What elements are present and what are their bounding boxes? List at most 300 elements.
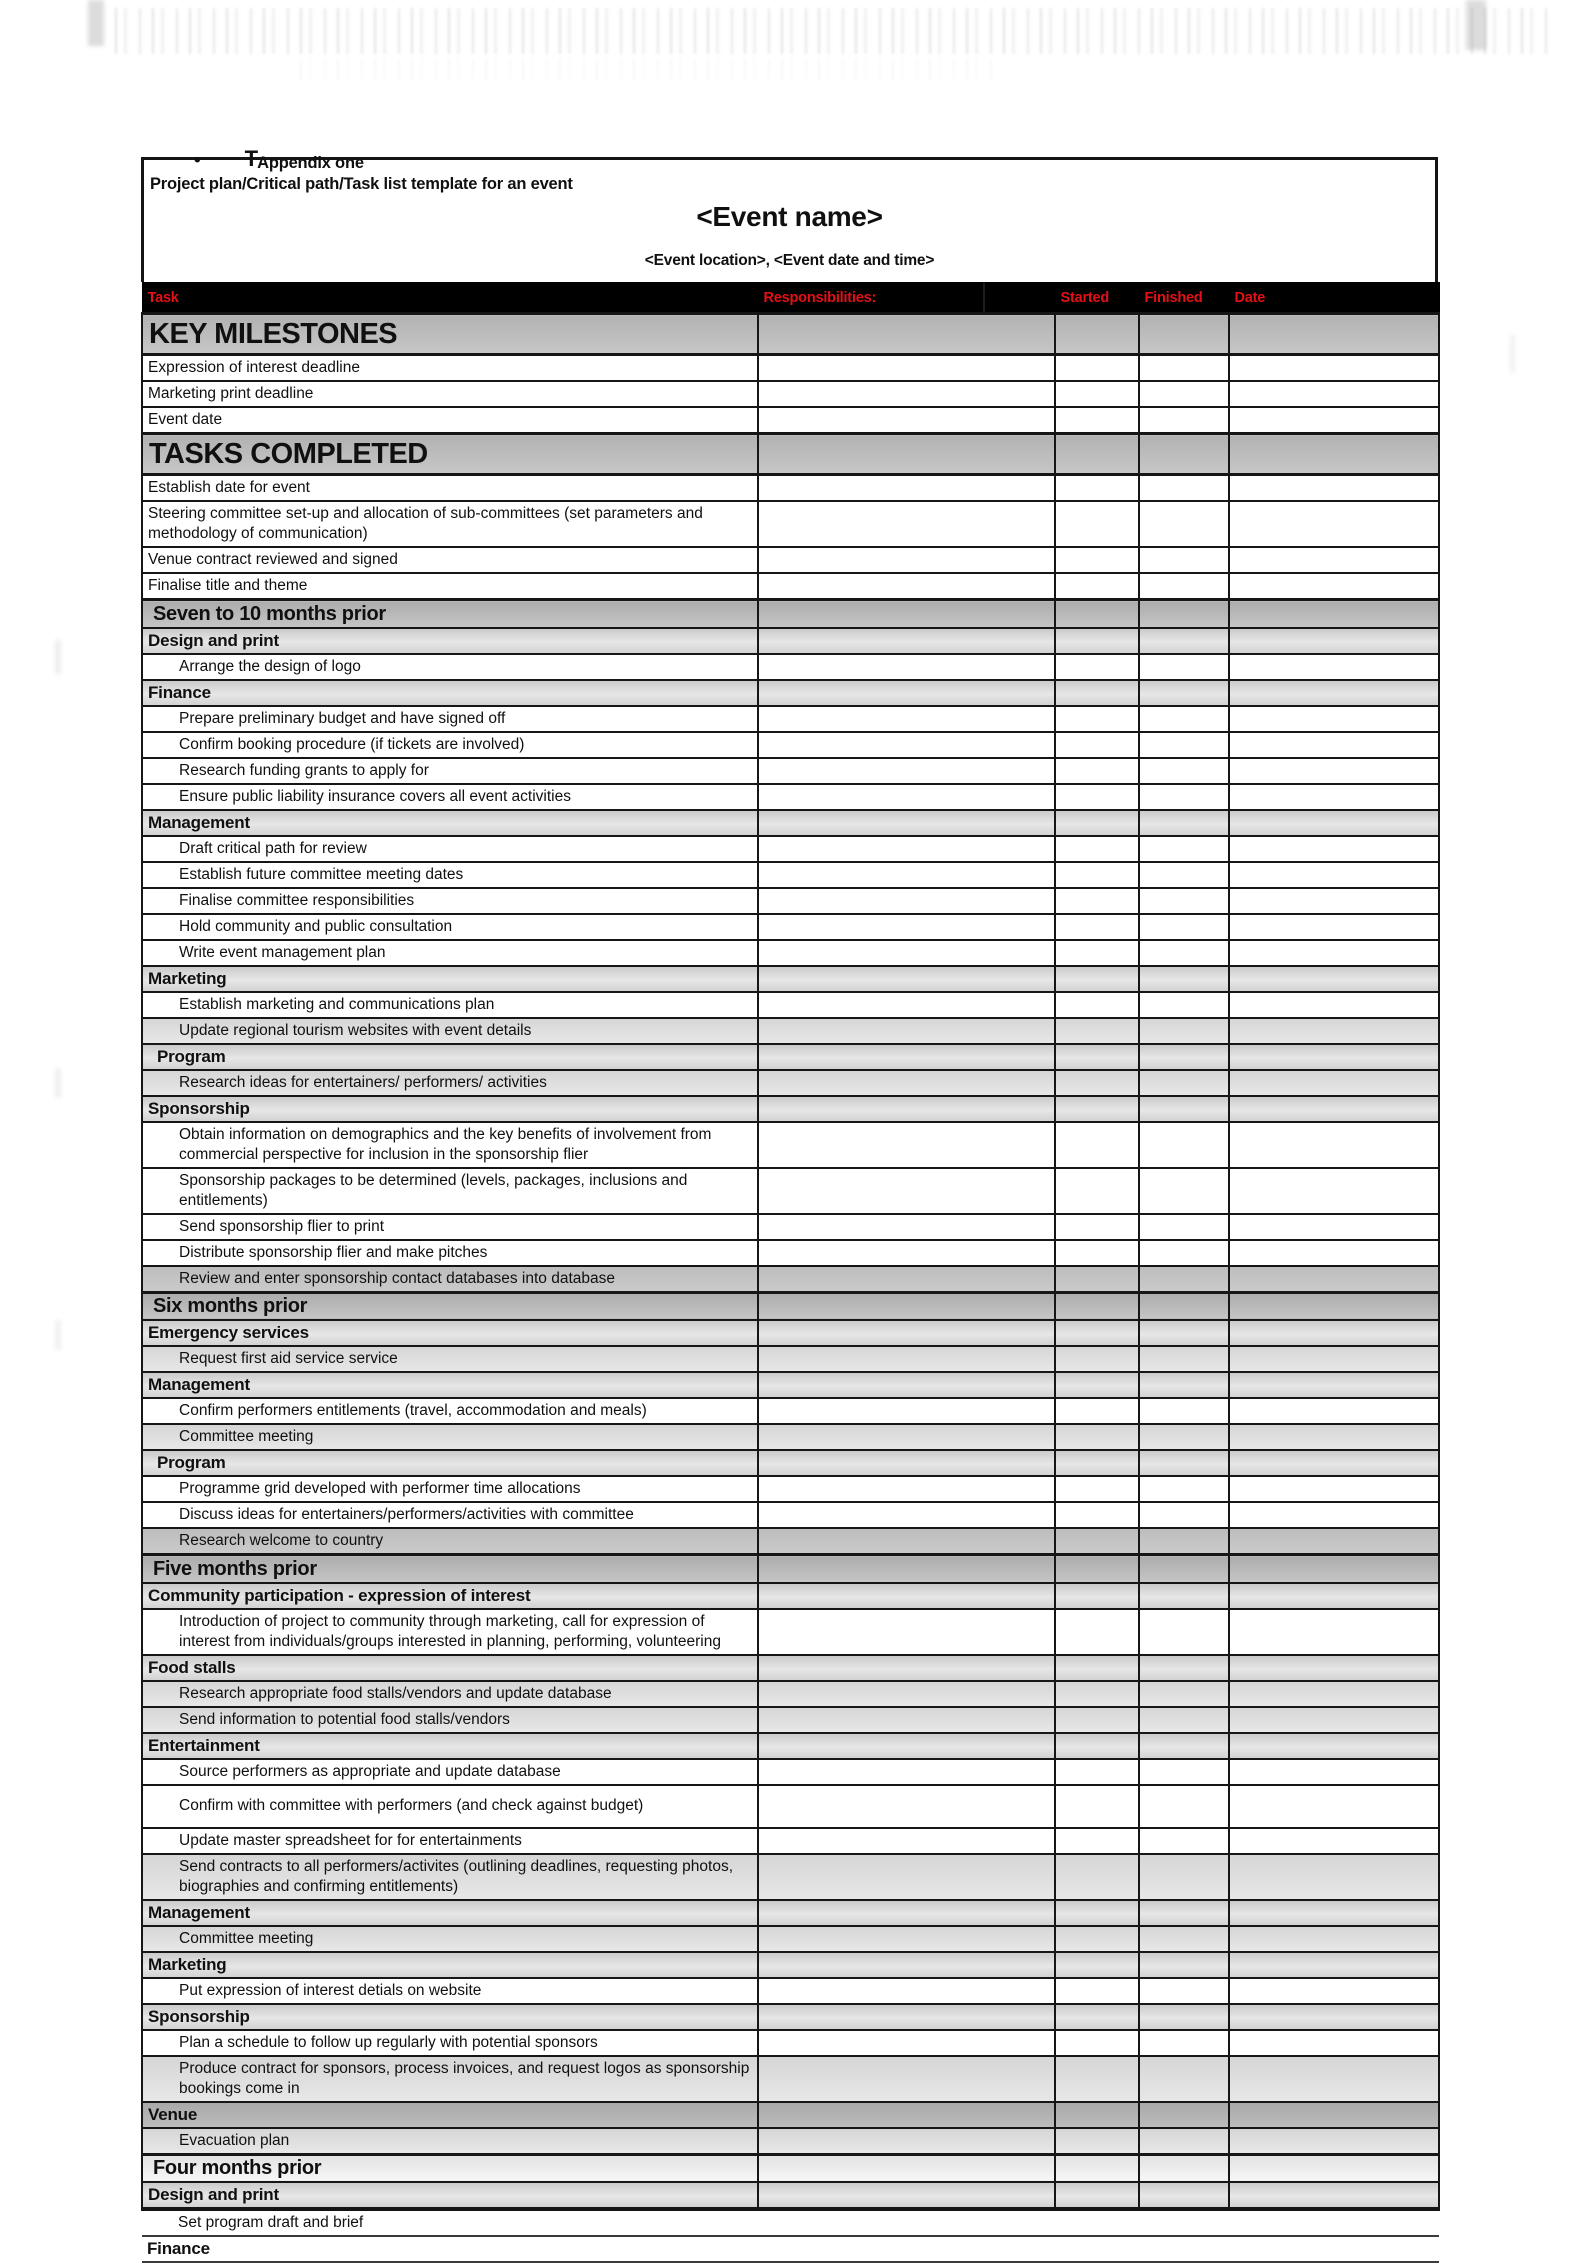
task-cell: Plan a schedule to follow up regularly with potential sponsors xyxy=(142,2030,758,2056)
started-cell xyxy=(1055,2209,1139,2236)
task-cell: Review and enter sponsorship contact databases into database xyxy=(142,1266,758,1293)
section-title: Management xyxy=(142,1372,758,1398)
title-block xyxy=(141,146,1438,282)
responsibilities-cell xyxy=(758,1707,1055,1733)
started-cell xyxy=(1055,547,1139,573)
started-cell xyxy=(1055,475,1139,502)
task-row xyxy=(142,1502,1439,1528)
scan-artifact xyxy=(55,1320,61,1350)
responsibilities-cell xyxy=(758,1122,1055,1168)
section-header-row xyxy=(142,1044,1439,1070)
finished-cell xyxy=(1139,1346,1229,1372)
date-cell xyxy=(1229,381,1439,407)
finished-cell xyxy=(1139,1214,1229,1240)
section-title: Emergency services xyxy=(142,1320,758,1346)
column-header-row xyxy=(142,283,1439,314)
finished-cell xyxy=(1139,784,1229,810)
task-row xyxy=(142,1070,1439,1096)
started-cell xyxy=(1055,2154,1139,2182)
task-row xyxy=(142,732,1439,758)
section-header-row xyxy=(142,1655,1439,1681)
task-row xyxy=(142,706,1439,732)
responsibilities-cell xyxy=(758,706,1055,732)
task-row xyxy=(142,547,1439,573)
task-row xyxy=(142,940,1439,966)
task-row xyxy=(142,992,1439,1018)
task-row xyxy=(142,1609,1439,1655)
date-cell xyxy=(1229,992,1439,1018)
responsibilities-cell xyxy=(758,381,1055,407)
date-cell xyxy=(1229,1502,1439,1528)
finished-cell xyxy=(1139,1122,1229,1168)
finished-cell xyxy=(1139,2182,1229,2209)
finished-cell xyxy=(1139,1759,1229,1785)
started-cell xyxy=(1055,654,1139,680)
started-cell xyxy=(1055,1733,1139,1759)
date-cell xyxy=(1229,1240,1439,1266)
responsibilities-cell xyxy=(758,355,1055,382)
date-cell xyxy=(1229,1900,1439,1926)
scan-artifact xyxy=(55,1068,61,1098)
responsibilities-cell xyxy=(758,888,1055,914)
date-cell xyxy=(1229,966,1439,992)
date-cell xyxy=(1229,1070,1439,1096)
started-cell xyxy=(1055,1450,1139,1476)
responsibilities-cell xyxy=(758,966,1055,992)
task-row xyxy=(142,1785,1439,1828)
finished-cell xyxy=(1139,1018,1229,1044)
task-row xyxy=(142,2056,1439,2102)
section-title: Design and print xyxy=(142,628,758,654)
task-cell: Source performers as appropriate and update database xyxy=(142,1759,758,1785)
column-header-date: Date xyxy=(1229,283,1439,314)
section-title: Finance xyxy=(142,680,758,706)
task-cell: Send information to potential food stalls/vendors xyxy=(142,1707,758,1733)
finished-cell xyxy=(1139,573,1229,600)
started-cell xyxy=(1055,706,1139,732)
section-title: Management xyxy=(142,810,758,836)
task-cell: Obtain information on demographics and the key benefits of involvement from commercial perspective for inclusion in the sponsorship flier xyxy=(142,1122,758,1168)
started-cell xyxy=(1055,2182,1139,2209)
finished-cell xyxy=(1139,914,1229,940)
date-cell xyxy=(1229,1320,1439,1346)
task-cell: Set program draft and brief xyxy=(142,2209,758,2236)
started-cell xyxy=(1055,1346,1139,1372)
task-row xyxy=(142,758,1439,784)
started-cell xyxy=(1055,1952,1139,1978)
scan-noise-band xyxy=(115,8,1555,54)
task-cell: Establish marketing and communications plan xyxy=(142,992,758,1018)
finished-cell xyxy=(1139,1583,1229,1609)
responsibilities-cell xyxy=(758,628,1055,654)
date-cell xyxy=(1229,600,1439,628)
started-cell xyxy=(1055,1320,1139,1346)
finished-cell xyxy=(1139,758,1229,784)
section-title: KEY MILESTONES xyxy=(142,314,758,355)
date-cell xyxy=(1229,680,1439,706)
responsibilities-cell xyxy=(758,475,1055,502)
started-cell xyxy=(1055,355,1139,382)
section-header-row xyxy=(142,628,1439,654)
finished-cell xyxy=(1139,2004,1229,2030)
date-cell xyxy=(1229,2154,1439,2182)
finished-cell xyxy=(1139,680,1229,706)
section-header-row xyxy=(142,1450,1439,1476)
started-cell xyxy=(1055,573,1139,600)
finished-cell xyxy=(1139,1266,1229,1293)
finished-cell xyxy=(1139,992,1229,1018)
started-cell xyxy=(1055,381,1139,407)
started-cell xyxy=(1055,1900,1139,1926)
section-header-row xyxy=(142,2004,1439,2030)
finished-cell xyxy=(1139,2128,1229,2155)
task-cell: Establish future committee meeting dates xyxy=(142,862,758,888)
started-cell xyxy=(1055,992,1139,1018)
section-header-row xyxy=(142,1555,1439,1583)
section-title: Management xyxy=(142,1900,758,1926)
responsibilities-cell xyxy=(758,2102,1055,2128)
section-header-row xyxy=(142,2102,1439,2128)
responsibilities-cell xyxy=(758,1398,1055,1424)
section-header-row xyxy=(142,680,1439,706)
responsibilities-cell xyxy=(758,992,1055,1018)
finished-cell xyxy=(1139,1733,1229,1759)
started-cell xyxy=(1055,1266,1139,1293)
responsibilities-cell xyxy=(758,914,1055,940)
date-cell xyxy=(1229,758,1439,784)
task-cell: Draft critical path for review xyxy=(142,836,758,862)
started-cell xyxy=(1055,1070,1139,1096)
date-cell xyxy=(1229,810,1439,836)
scan-artifact xyxy=(1510,335,1515,373)
task-row xyxy=(142,1018,1439,1044)
responsibilities-cell xyxy=(758,1266,1055,1293)
date-cell xyxy=(1229,573,1439,600)
responsibilities-cell xyxy=(758,1168,1055,1214)
started-cell xyxy=(1055,836,1139,862)
started-cell xyxy=(1055,1476,1139,1502)
section-header-row xyxy=(142,2154,1439,2182)
responsibilities-cell xyxy=(758,314,1055,355)
responsibilities-cell xyxy=(758,1555,1055,1583)
task-cell: Finalise title and theme xyxy=(142,573,758,600)
date-cell xyxy=(1229,2030,1439,2056)
task-cell: Finalise committee responsibilities xyxy=(142,888,758,914)
task-cell: Confirm with committee with performers (and check against budget) xyxy=(142,1785,758,1828)
task-cell: Event date xyxy=(142,407,758,434)
section-title: Six months prior xyxy=(142,1292,758,1320)
finished-cell xyxy=(1139,654,1229,680)
scan-artifact xyxy=(88,0,104,46)
section-header-row xyxy=(142,434,1439,475)
task-row xyxy=(142,501,1439,547)
task-cell: Committee meeting xyxy=(142,1926,758,1952)
date-cell xyxy=(1229,732,1439,758)
bullet-icon: • xyxy=(194,150,201,171)
date-cell xyxy=(1229,784,1439,810)
task-row xyxy=(142,1214,1439,1240)
started-cell xyxy=(1055,1528,1139,1555)
finished-cell xyxy=(1139,407,1229,434)
scan-noise-band xyxy=(300,58,1000,80)
responsibilities-cell xyxy=(758,1926,1055,1952)
started-cell xyxy=(1055,2004,1139,2030)
date-cell xyxy=(1229,1096,1439,1122)
task-row xyxy=(142,784,1439,810)
responsibilities-cell xyxy=(758,2030,1055,2056)
finished-cell xyxy=(1139,2236,1229,2262)
finished-cell xyxy=(1139,628,1229,654)
started-cell xyxy=(1055,914,1139,940)
section-title: Finance xyxy=(142,2236,758,2262)
date-cell xyxy=(1229,1292,1439,1320)
finished-cell xyxy=(1139,1398,1229,1424)
column-header-task: Task xyxy=(142,283,758,314)
date-cell xyxy=(1229,706,1439,732)
date-cell xyxy=(1229,1733,1439,1759)
section-title: Program xyxy=(142,1450,758,1476)
started-cell xyxy=(1055,314,1139,355)
responsibilities-cell xyxy=(758,862,1055,888)
task-cell: Committee meeting xyxy=(142,1424,758,1450)
date-cell xyxy=(1229,1346,1439,1372)
section-title: Venue xyxy=(142,2102,758,2128)
date-cell xyxy=(1229,1785,1439,1828)
date-cell xyxy=(1229,407,1439,434)
finished-cell xyxy=(1139,1900,1229,1926)
date-cell xyxy=(1229,1214,1439,1240)
event-plan-document xyxy=(141,146,1438,2263)
responsibilities-cell xyxy=(758,1292,1055,1320)
section-header-row xyxy=(142,1292,1439,1320)
finished-cell xyxy=(1139,1044,1229,1070)
date-cell xyxy=(1229,914,1439,940)
started-cell xyxy=(1055,1609,1139,1655)
date-cell xyxy=(1229,2128,1439,2155)
responsibilities-cell xyxy=(758,836,1055,862)
date-cell xyxy=(1229,1555,1439,1583)
finished-cell xyxy=(1139,501,1229,547)
section-header-row xyxy=(142,2236,1439,2262)
section-header-row xyxy=(142,1952,1439,1978)
task-row xyxy=(142,1476,1439,1502)
section-title: Marketing xyxy=(142,1952,758,1978)
finished-cell xyxy=(1139,1450,1229,1476)
finished-cell xyxy=(1139,1240,1229,1266)
started-cell xyxy=(1055,1122,1139,1168)
responsibilities-cell xyxy=(758,407,1055,434)
started-cell xyxy=(1055,732,1139,758)
finished-cell xyxy=(1139,1707,1229,1733)
finished-cell xyxy=(1139,1854,1229,1900)
task-row xyxy=(142,1122,1439,1168)
finished-cell xyxy=(1139,732,1229,758)
task-row xyxy=(142,2209,1439,2236)
responsibilities-cell xyxy=(758,1372,1055,1398)
task-cell: Discuss ideas for entertainers/performers/activities with committee xyxy=(142,1502,758,1528)
finished-cell xyxy=(1139,1168,1229,1214)
started-cell xyxy=(1055,628,1139,654)
task-cell: Research appropriate food stalls/vendors and update database xyxy=(142,1681,758,1707)
responsibilities-cell xyxy=(758,732,1055,758)
responsibilities-cell xyxy=(758,2182,1055,2209)
task-cell: Establish date for event xyxy=(142,475,758,502)
responsibilities-cell xyxy=(758,547,1055,573)
date-cell xyxy=(1229,1583,1439,1609)
started-cell xyxy=(1055,1096,1139,1122)
date-cell xyxy=(1229,654,1439,680)
date-cell xyxy=(1229,888,1439,914)
date-cell xyxy=(1229,1122,1439,1168)
date-cell xyxy=(1229,1759,1439,1785)
task-row xyxy=(142,1759,1439,1785)
section-header-row xyxy=(142,314,1439,355)
event-name-placeholder: <Event name> xyxy=(696,201,883,232)
date-cell xyxy=(1229,1926,1439,1952)
task-row xyxy=(142,1266,1439,1293)
task-cell: Send contracts to all performers/activites (outlining deadlines, requesting photos, biographies and confirming entitlements) xyxy=(142,1854,758,1900)
finished-cell xyxy=(1139,1424,1229,1450)
started-cell xyxy=(1055,407,1139,434)
finished-cell xyxy=(1139,1096,1229,1122)
task-row xyxy=(142,1424,1439,1450)
finished-cell xyxy=(1139,706,1229,732)
section-title: Design and print xyxy=(142,2182,758,2209)
started-cell xyxy=(1055,1655,1139,1681)
started-cell xyxy=(1055,1214,1139,1240)
scan-artifact xyxy=(55,640,61,674)
finished-cell xyxy=(1139,1785,1229,1828)
finished-cell xyxy=(1139,1828,1229,1854)
date-cell xyxy=(1229,940,1439,966)
started-cell xyxy=(1055,600,1139,628)
date-cell xyxy=(1229,2182,1439,2209)
task-row xyxy=(142,475,1439,502)
date-cell xyxy=(1229,1168,1439,1214)
task-cell: Research welcome to country xyxy=(142,1528,758,1555)
finished-cell xyxy=(1139,2102,1229,2128)
started-cell xyxy=(1055,1044,1139,1070)
task-row xyxy=(142,1854,1439,1900)
finished-cell xyxy=(1139,940,1229,966)
section-header-row xyxy=(142,1733,1439,1759)
task-cell: Introduction of project to community through marketing, call for expression of interest from individuals/groups interested in planning, performing, volunteering xyxy=(142,1609,758,1655)
date-cell xyxy=(1229,1476,1439,1502)
responsibilities-cell xyxy=(758,810,1055,836)
date-cell xyxy=(1229,2102,1439,2128)
date-cell xyxy=(1229,1655,1439,1681)
section-header-row xyxy=(142,1372,1439,1398)
started-cell xyxy=(1055,501,1139,547)
finished-cell xyxy=(1139,836,1229,862)
finished-cell xyxy=(1139,355,1229,382)
responsibilities-cell xyxy=(758,1900,1055,1926)
task-row xyxy=(142,1168,1439,1214)
task-cell: Sponsorship packages to be determined (levels, packages, inclusions and entitlements) xyxy=(142,1168,758,1214)
finished-cell xyxy=(1139,966,1229,992)
responsibilities-cell xyxy=(758,2004,1055,2030)
scan-artifact xyxy=(1466,0,1486,50)
column-header-responsibilities: Responsibilities: xyxy=(758,283,1055,314)
started-cell xyxy=(1055,1502,1139,1528)
responsibilities-cell xyxy=(758,758,1055,784)
date-cell xyxy=(1229,862,1439,888)
started-cell xyxy=(1055,888,1139,914)
date-cell xyxy=(1229,1398,1439,1424)
responsibilities-cell xyxy=(758,2056,1055,2102)
started-cell xyxy=(1055,1018,1139,1044)
section-title: Program xyxy=(142,1044,758,1070)
finished-cell xyxy=(1139,1655,1229,1681)
date-cell xyxy=(1229,628,1439,654)
task-row xyxy=(142,1978,1439,2004)
date-cell xyxy=(1229,2209,1439,2236)
started-cell xyxy=(1055,966,1139,992)
task-cell: Put expression of interest detials on website xyxy=(142,1978,758,2004)
task-cell: Hold community and public consultation xyxy=(142,914,758,940)
responsibilities-cell xyxy=(758,1096,1055,1122)
task-list-table xyxy=(141,282,1440,2263)
finished-cell xyxy=(1139,1528,1229,1555)
finished-cell xyxy=(1139,810,1229,836)
finished-cell xyxy=(1139,1372,1229,1398)
task-row xyxy=(142,407,1439,434)
date-cell xyxy=(1229,355,1439,382)
task-cell: Prepare preliminary budget and have signed off xyxy=(142,706,758,732)
tab-mark-glyph: T xyxy=(244,146,258,171)
finished-cell xyxy=(1139,1502,1229,1528)
section-header-row xyxy=(142,810,1439,836)
responsibilities-cell xyxy=(758,1681,1055,1707)
task-row xyxy=(142,1398,1439,1424)
date-cell xyxy=(1229,1372,1439,1398)
section-title: Sponsorship xyxy=(142,1096,758,1122)
section-header-row xyxy=(142,1320,1439,1346)
responsibilities-cell xyxy=(758,680,1055,706)
task-row xyxy=(142,836,1439,862)
date-cell xyxy=(1229,1952,1439,1978)
task-row xyxy=(142,381,1439,407)
date-cell xyxy=(1229,1266,1439,1293)
started-cell xyxy=(1055,1785,1139,1828)
finished-cell xyxy=(1139,1555,1229,1583)
task-cell: Confirm booking procedure (if tickets are involved) xyxy=(142,732,758,758)
task-row xyxy=(142,914,1439,940)
appendix-label: Appendix one xyxy=(257,154,364,172)
finished-cell xyxy=(1139,1070,1229,1096)
finished-cell xyxy=(1139,1681,1229,1707)
section-title: Five months prior xyxy=(142,1555,758,1583)
section-title: Marketing xyxy=(142,966,758,992)
column-header-started: Started xyxy=(1055,283,1139,314)
date-cell xyxy=(1229,2056,1439,2102)
responsibilities-cell xyxy=(758,1424,1055,1450)
started-cell xyxy=(1055,2030,1139,2056)
section-header-row xyxy=(142,1583,1439,1609)
responsibilities-cell xyxy=(758,1502,1055,1528)
task-cell: Research funding grants to apply for xyxy=(142,758,758,784)
started-cell xyxy=(1055,2056,1139,2102)
finished-cell xyxy=(1139,1609,1229,1655)
responsibilities-cell xyxy=(758,1978,1055,2004)
task-cell: Marketing print deadline xyxy=(142,381,758,407)
started-cell xyxy=(1055,680,1139,706)
finished-cell xyxy=(1139,434,1229,475)
task-cell: Expression of interest deadline xyxy=(142,355,758,382)
date-cell xyxy=(1229,314,1439,355)
started-cell xyxy=(1055,2128,1139,2155)
responsibilities-cell xyxy=(758,1655,1055,1681)
